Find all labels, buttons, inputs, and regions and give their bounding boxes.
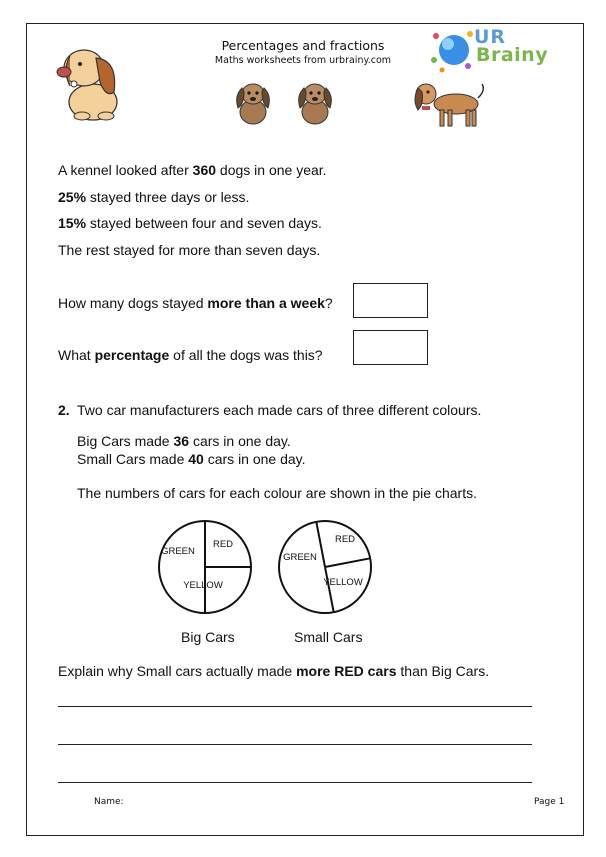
footer-name-label: Name: [94, 797, 124, 807]
pie-slice-label-yellow: YELLOW [323, 577, 363, 588]
pie-slice-label-yellow: YELLOW [183, 580, 223, 591]
pie-title-big-cars: Big Cars [181, 629, 235, 645]
q1-line2: 25% stayed three days or less. [58, 189, 250, 205]
dog-sitting-icon [48, 40, 133, 122]
q2-big-cars: Big Cars made 36 cars in one day. [77, 433, 291, 449]
q2-number: 2. [58, 402, 70, 418]
pie-chart-big-cars [159, 521, 251, 613]
page-border [26, 23, 584, 836]
answer-line[interactable] [58, 744, 532, 745]
pie-slice-label-green: GREEN [283, 552, 317, 563]
pie-slice-label-red: RED [212, 539, 234, 550]
q1-line3: 15% stayed between four and seven days. [58, 215, 322, 231]
q1-ask-dogs: How many dogs stayed more than a week? [58, 295, 333, 311]
answer-box-percentage[interactable] [353, 330, 428, 365]
logo-brainy-text: Brainy [476, 44, 549, 66]
page-subtitle: Maths worksheets from urbrainy.com [214, 55, 392, 66]
pie-slice-label-red: RED [334, 534, 356, 545]
page-title: Percentages and fractions [221, 38, 385, 53]
pie-title-small-cars: Small Cars [294, 629, 363, 645]
q2-charts-note: The numbers of cars for each colour are shown in the pie charts. [77, 485, 477, 501]
q1-line1: A kennel looked after 360 dogs in one year. [58, 162, 327, 178]
q1-line4: The rest stayed for more than seven days. [58, 242, 321, 258]
standing-dog-icon [408, 74, 486, 130]
answer-line[interactable] [58, 706, 532, 707]
q2-explain: Explain why Small cars actually made more RED cars than Big Cars. [58, 663, 490, 679]
brown-dog-icon [290, 78, 340, 126]
q2-intro: Two car manufacturers each made cars of three different colours. [77, 402, 482, 418]
answer-box-dogs[interactable] [353, 283, 428, 318]
q1-ask-percentage: What percentage of all the dogs was this? [58, 347, 323, 363]
logo-ur-text: UR [474, 26, 507, 48]
q2-small-cars: Small Cars made 40 cars in one day. [77, 451, 306, 467]
pie-chart-small-cars [279, 521, 371, 613]
pie-slice-label-green: GREEN [161, 546, 195, 557]
brown-dog-icon [228, 78, 278, 126]
footer-page-label: Page 1 [534, 797, 565, 807]
pie-charts [150, 515, 380, 620]
answer-line[interactable] [58, 782, 532, 783]
